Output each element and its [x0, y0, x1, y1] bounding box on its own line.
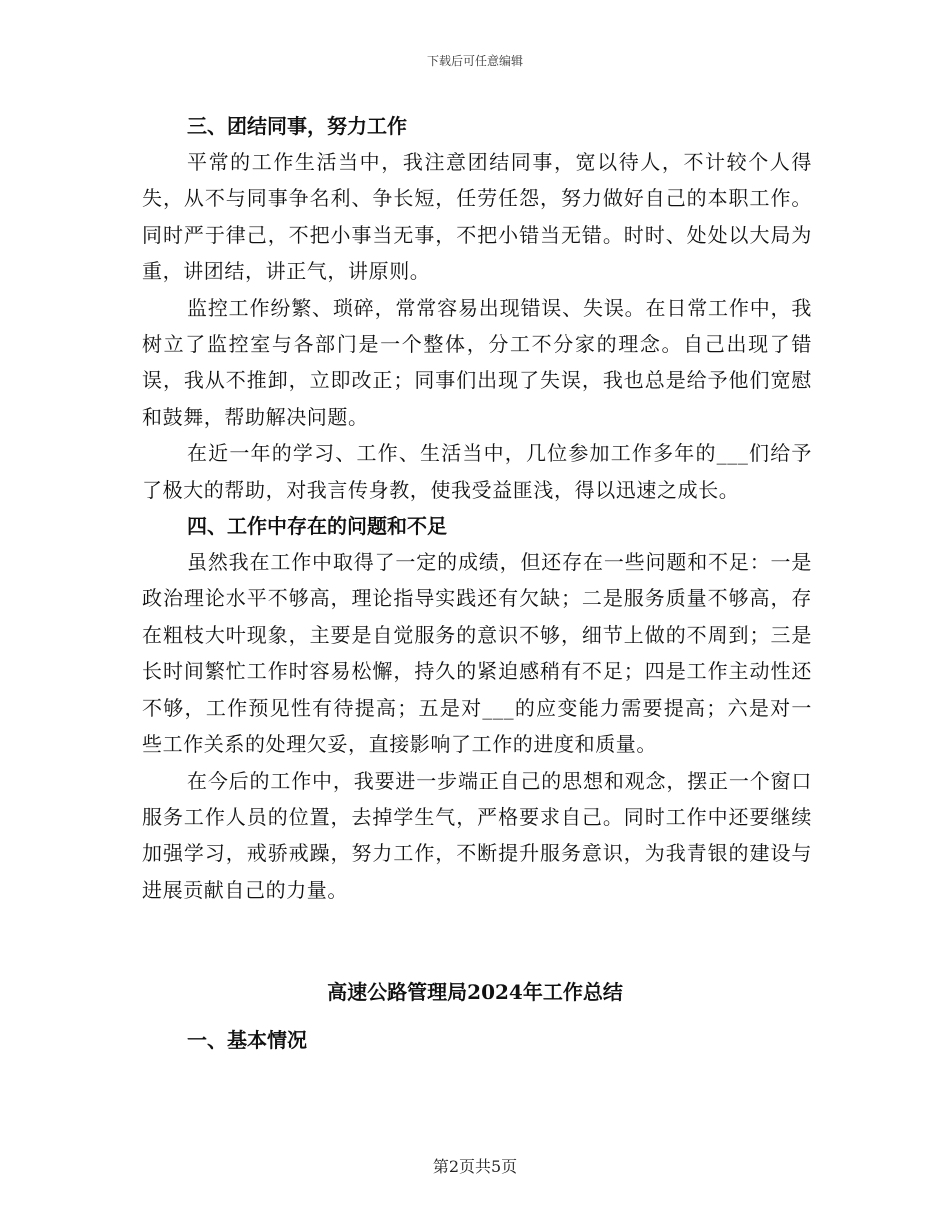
- document-body: [142, 108, 812, 908]
- paragraph: 虽然我在工作中取得了一定的成绩，但还存在一些问题和不足：一是政治理论水平不够高，理论指导实践还有欠缺；二是服务质量不够高，存在粗枝大叶现象，主要是自觉服务的意识不够，细节上做的不周到；三是长时间繁忙工作时容易松懈，持久的紧迫感稍有不足；四是工作主动性还不够，工作预见性有待提高；五是对___的应变能力需要提高；六是对一些工作关系的处理欠妥，直接影响了工作的进度和质量。: [142, 550, 812, 757]
- paragraph: 平常的工作生活当中，我注意团结同事，宽以待人，不计较个人得失，从不与同事争名利、争长短，任劳任怨，努力做好自己的本职工作。同时严于律己，不把小事当无事，不把小错当无错。时时、处处以大局为重，讲团结，讲正气，讲原则。: [142, 150, 812, 284]
- section-heading-basic: 一、基本情况: [187, 1028, 307, 1052]
- section-heading: 三、团结同事，努力工作: [187, 114, 407, 138]
- paragraph: 在近一年的学习、工作、生活当中，几位参加工作多年的___们给予了极大的帮助，对我言传身教，使我受益匪浅，得以迅速之成长。: [142, 441, 812, 502]
- page-number-footer: 第2页共5页: [432, 1157, 518, 1176]
- page-header-note: 下载后可任意编辑: [426, 54, 523, 68]
- paragraph: 监控工作纷繁、琐碎，常常容易出现错误、失误。在日常工作中，我树立了监控室与各部门是一个整体，分工不分家的理念。自己出现了错误，我从不推卸，立即改正；同事们出现了失误，我也总是给予他们宽慰和鼓舞，帮助解决问题。: [142, 295, 812, 429]
- document-title: 高速公路管理局2024年工作总结: [327, 980, 623, 1004]
- section-solidarity: [142, 108, 812, 508]
- paragraph: 在今后的工作中，我要进一步端正自己的思想和观念，摆正一个窗口服务工作人员的位置，去掉学生气，严格要求自己。同时工作中还要继续加强学习，戒骄戒躁，努力工作，不断提升服务意识，为我青银的建设与进展贡献自己的力量。: [142, 768, 812, 902]
- section-problems: [142, 508, 812, 908]
- section-heading: 四、工作中存在的问题和不足: [187, 514, 447, 539]
